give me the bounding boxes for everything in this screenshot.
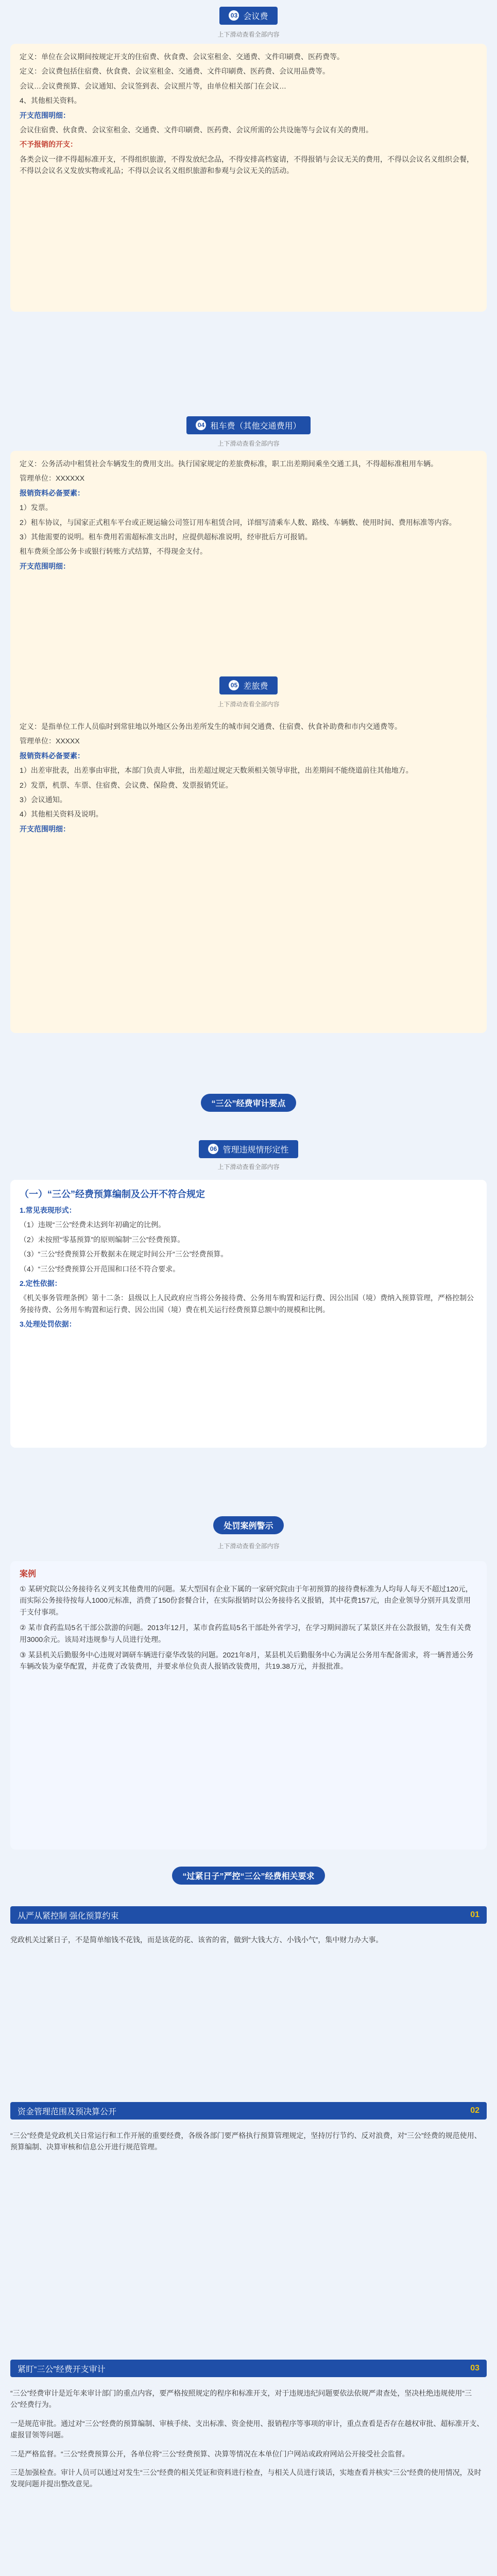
rental-note: 租车费须全部公务卡或银行转账方式结算，不得现金支付。: [20, 547, 207, 556]
meeting-line1: 定义：会议费包括住宿费、伙食费、会议室租金、交通费、文件印刷费、医药费、会议用品费等。: [20, 67, 330, 76]
requirement-bar-1: [10, 1906, 487, 1924]
audit-p1b: （2）未按照“零基预算”的原则编制“三公”经费预算。: [20, 1235, 185, 1244]
case-item-1: ① 某研究院以公务接待名义列支其他费用的问题。某大型国有企业下属的一家研究院由于年初预算的接待费标准为人均每人每天不超过120元，而实际公务接待按每人1000元标准，消费了150份套餐合计，在实际报销时以公务接待名义报销，其中花费157元，由企业领导分别开具发票用于支付事项。: [20, 1585, 473, 1616]
requirement-title: 从严从紧控制 强化预算约束: [18, 1911, 119, 1921]
requirement-body-3: [10, 2380, 487, 2576]
audit-heading: （一）“三公”经费预算编制及公开不符合规定: [20, 1189, 205, 1199]
scroll-hint: 上下滑动查看全部内容: [217, 701, 280, 708]
banner-number: 06: [208, 1144, 218, 1154]
requirement-text: “三公”经费是党政机关日常运行和工作开展的重要经费，各级各部门要严格执行预算管理规定，坚持厉行节约、反对浪费，对“三公”经费的规范使用、预算编制、决算审核和信息公开进行规范管理。: [10, 2131, 482, 2151]
requirement-bar-3: [10, 2360, 487, 2377]
requirement-extra-c: 三是加强检查。审计人员可以通过对发生“三公”经费的相关凭证和资料进行检查，与相关人员进行谈话，实地查看并核实“三公”经费的使用情况，及时发现问题并提出整改意见。: [10, 2468, 482, 2488]
requirement-text: “三公”经费审计是近年来审计部门的重点内容，要严格按照规定的程序和标准开支，对于违规违纪问题要依法依规严肃查处，坚决杜绝违规使用“三公”经费行为。: [10, 2389, 472, 2409]
case-item-3: ③ 某县机关后勤服务中心违规对调研车辆进行豪华改装的问题。2021年8月，某县机关后勤服务中心为满足公务用车配备需求，将一辆普通公务车辆改装为豪华配置，并花费了改装费用，并要求单位负责人报销改装费用，共19.38万元，并报批准。: [20, 1650, 474, 1671]
scroll-hint: 上下滑动查看全部内容: [217, 440, 280, 447]
banner-title: 租车费（其他交通费用）: [210, 421, 301, 431]
banner-title: 管理违规情形定性: [222, 1145, 289, 1155]
travel-req4: 4）其他相关资料及说明。: [20, 810, 103, 819]
meeting-line3: 4、其他相关资料。: [20, 96, 81, 105]
audit-p1a: （1）违规“三公”经费未达到年初确定的比例。: [20, 1221, 166, 1229]
banner-title: 会议费: [243, 12, 268, 21]
audit-tag: “三公”经费审计要点: [201, 1094, 296, 1112]
section-banner-violation: [0, 1139, 497, 1159]
rental-standard: 管理单位：XXXXXX: [20, 474, 85, 483]
meeting-line2: 会议…会议费预算、会议通知、会议签到表、会议照片等，由单位相关部门在会议…: [20, 81, 286, 90]
requirement-extra-b: 二是严格监督。“三公”经费预算公开，各单位将“三公”经费预算、决算等情况在本单位门户网站或政府网站公开接受社会监督。: [10, 2449, 409, 2458]
requirement-body-1: [10, 1927, 487, 2071]
requirement-bar-2: [10, 2102, 487, 2120]
banner-title: 差旅费: [243, 682, 268, 691]
audit-p2a: 《机关事务管理条例》第十二条：县级以上人民政府应当将公务接待费、公务用车购置和运行费、因公出国（境）费纳入预算管理，严格控制公务接待费、公务用车购置和运行费、因公出国（境）费在机关运行经费预算总额中的规模和比例。: [20, 1294, 474, 1314]
requirement-text: 党政机关过紧日子，不是简单缩钱不花钱，而是该花的花、该省的省，做到“大钱大方、小钱小气”，集中财力办大事。: [10, 1936, 383, 1944]
meeting-def: 定义：单位在会议期间按规定开支的住宿费、伙食费、会议室租金、交通费、文件印刷费、医药费等。: [20, 53, 344, 61]
banner-pill: [219, 7, 277, 25]
scroll-hint: 上下滑动查看全部内容: [217, 1163, 280, 1171]
meeting-open-text: 会议住宿费、伙食费、会议室租金、交通费、文件印刷费、医药费、会议所需的公共设施等与会议有关的费用。: [20, 125, 373, 134]
section-requirements-title: [0, 1865, 497, 1886]
travel-standard: 管理单位：XXXXX: [20, 737, 80, 745]
requirement-title: 资金管理范围及预决算公开: [18, 2107, 117, 2116]
meeting-open-label: 开支范围明细：: [20, 111, 70, 120]
audit-p1d: （4）“三公”经费预算公开范围和口径不符合要求。: [20, 1264, 180, 1273]
banner-number: 05: [229, 680, 239, 690]
scroll-hint: 上下滑动查看全部内容: [217, 31, 280, 38]
requirement-number: 01: [470, 1910, 479, 1919]
banner-pill: [219, 676, 277, 694]
rental-req-label: 报销资料必备要素：: [20, 488, 84, 497]
requirement-body-2: [10, 2123, 487, 2339]
requirement-extra-a: 一是规范审批。通过对“三公”经费的预算编制、审核手续、支出标准、资金使用、报销程序等事项的审计，重点查看是否存在越权审批、超标准开支、虚报冒领等问题。: [10, 2419, 484, 2439]
section-banner-rental: [0, 415, 497, 435]
rental-req2: 2）租车协议，与国家正式租车平台或正规运输公司签订用车租赁合同，详细写清乘车人数、路线、车辆数、使用时间、费用标准等内容。: [20, 518, 456, 527]
meeting-deny-label: 不予报销的开支：: [20, 140, 77, 149]
cases-title: 案例: [20, 1570, 37, 1579]
travel-open-label: 开支范围明细：: [20, 824, 70, 833]
audit-p2: 2.定性依据：: [20, 1279, 62, 1287]
meeting-deny-text: 各类会议一律不得超标准开支，不得组织旅游，不得发放纪念品，不得安排高档宴请，不得报销与会议无关的费用，不得以会议名义组织会餐，不得以会议名义发放实物或礼品；不得以会议名义组织旅游和参观与会议无关的活动。: [20, 155, 474, 175]
travel-req-label: 报销资料必备要素：: [20, 751, 84, 760]
travel-card[interactable]: [10, 714, 487, 1033]
travel-req1: 1）出差审批表，出差事由审批，本部门负责人审批，出差超过规定天数须相关领导审批，出差期间不能绕道前往其他地方。: [20, 766, 413, 775]
audit-p1: 1.常见表现形式：: [20, 1206, 76, 1214]
requirement-title: 紧盯“三公”经费开支审计: [18, 2365, 106, 2374]
section-cases-title: [0, 1515, 497, 1535]
rental-req1: 1）发票。: [20, 503, 53, 512]
banner-number: 04: [196, 420, 206, 430]
rental-def: 定义：公务活动中租赁社会车辆发生的费用支出。执行国家规定的差旅费标准，职工出差期间乘坐交通工具，不得超标准租用车辆。: [20, 460, 438, 468]
requirements-tag: “过紧日子”严控“三公”经费相关要求: [172, 1867, 324, 1885]
banner-pill: [186, 416, 310, 434]
meeting-card[interactable]: [10, 44, 487, 312]
section-banner-travel: [0, 675, 497, 696]
rental-req3: 3）其他需要的说明。租车费用若需超标准支出时，应提供超标准说明，经审批后方可报销。: [20, 532, 312, 541]
travel-req3: 3）会议通知。: [20, 795, 67, 804]
audit-box[interactable]: [10, 1180, 487, 1448]
requirement-number: 02: [470, 2106, 479, 2115]
cases-tag: 处罚案例警示: [213, 1516, 283, 1534]
case-item-2: ② 某市食药监局5名干部公款游的问题。2013年12月，某市食药监局5名干部赴外省学习，在学习期间游玩了某景区并在公款报销，发生有关费用3000余元。该局对违规参与人员进行处理。: [20, 1623, 471, 1643]
audit-p1c: （3）“三公”经费预算公开数据未在规定时间公开“三公”经费预算。: [20, 1250, 228, 1259]
rental-open-label: 开支范围明细：: [20, 562, 70, 570]
audit-p3: 3.处理处罚依据：: [20, 1320, 76, 1329]
banner-number: 03: [229, 10, 239, 21]
section-audit-title: [0, 1092, 497, 1113]
scroll-hint: 上下滑动查看全部内容: [217, 1543, 280, 1550]
section-banner-meeting: [0, 5, 497, 26]
cases-box[interactable]: [10, 1561, 487, 1850]
travel-def: 定义：是指单位工作人员临时到常驻地以外地区公务出差所发生的城市间交通费、住宿费、伙食补助费和市内交通费等。: [20, 722, 402, 731]
requirement-number: 03: [470, 2364, 479, 2372]
travel-req2: 2）发票，机票、车票、住宿费、会议费、保险费、发票报销凭证。: [20, 781, 233, 789]
banner-pill: [199, 1140, 298, 1158]
